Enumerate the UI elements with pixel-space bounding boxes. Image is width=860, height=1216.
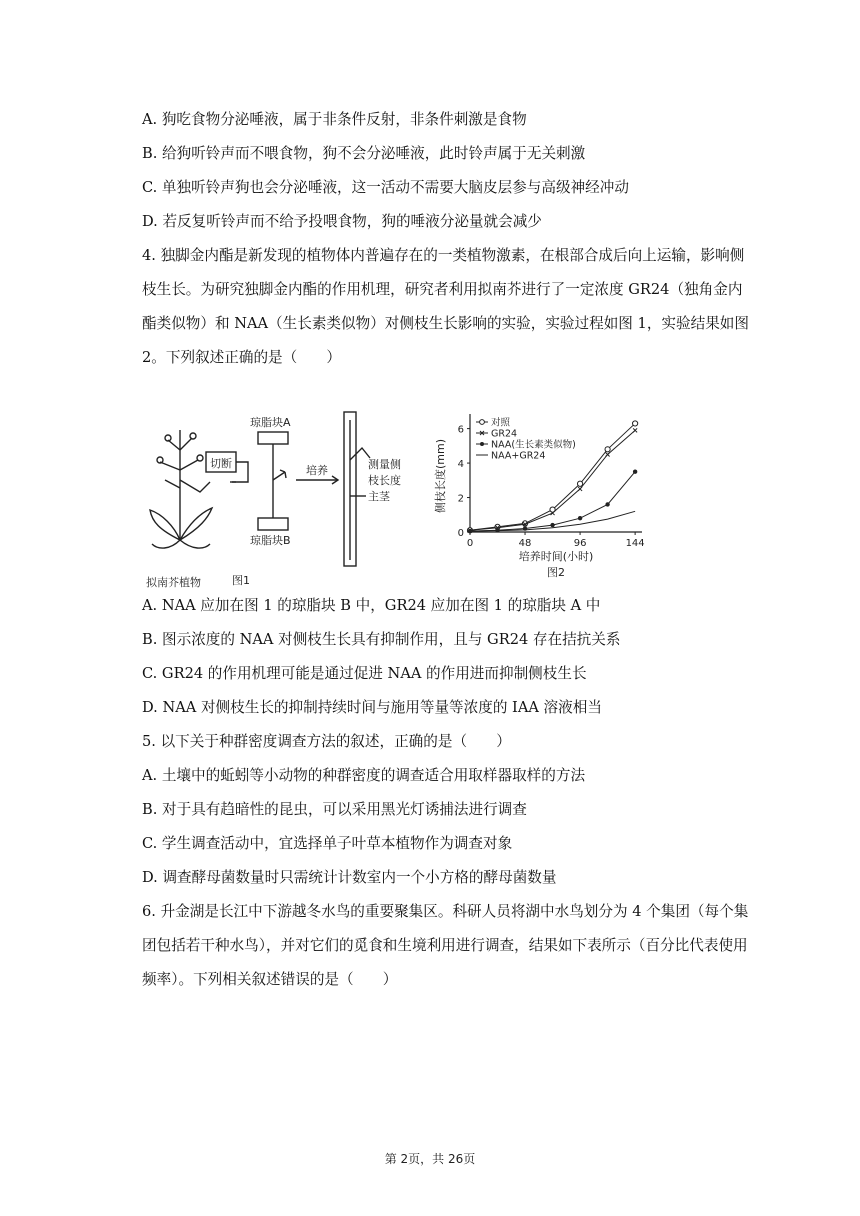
data-point xyxy=(605,447,610,452)
x-tick-label: 96 xyxy=(573,538,587,549)
legend-label: NAA+GR24 xyxy=(491,450,546,462)
q4-stem: 4. 独脚金内酯是新发现的植物体内普遍存在的一类植物激素，在根部合成后向上运输，影响侧枝生长。为研究独脚金内酯的作用机理，研究者利用拟南芥进行了一定浓度 GR24（独角金内酯类似物）和 NAA（生长素类似物）对侧枝生长影响的实验，实验过程如图 1，实验结果如图 2。下列叙述正确的是（ ） xyxy=(142,247,749,366)
data-point xyxy=(605,502,609,506)
stem-label: 主茎 xyxy=(368,490,390,503)
measure-label-1: 测量侧 xyxy=(368,458,401,471)
data-point xyxy=(606,452,610,456)
data-point xyxy=(633,421,638,426)
data-point xyxy=(578,487,582,491)
q5-stem: 5. 以下关于种群密度调查方法的叙述，正确的是（ ） xyxy=(142,733,511,750)
q5-option-c: C. 学生调查活动中，宜选择单子叶草本植物作为调查对象 xyxy=(142,835,513,852)
data-point xyxy=(578,516,582,520)
figure-1-caption: 图1 xyxy=(232,574,250,587)
x-tick-label: 0 xyxy=(466,538,474,549)
legend-marker xyxy=(480,442,484,446)
q4-option-d: D. NAA 对侧枝生长的抑制持续时间与施用等量等浓度的 IAA 溶液相当 xyxy=(142,699,602,716)
y-axis-label: 侧枝长度(mm) xyxy=(434,438,447,514)
y-tick-label: 4 xyxy=(457,459,464,471)
block-a-label: 琼脂块A xyxy=(250,416,291,429)
page-footer: 第 2页，共 26页 xyxy=(384,1152,476,1166)
measure-label-2: 枝长度 xyxy=(368,474,401,487)
x-tick-label: 144 xyxy=(625,538,645,549)
data-point xyxy=(633,428,637,432)
data-point xyxy=(550,523,554,527)
q5-option-a: A. 土壤中的蚯蚓等小动物的种群密度的调查适合用取样器取样的方法 xyxy=(142,767,586,784)
q3-option-d: D. 若反复听铃声而不给予投喂食物，狗的唾液分泌量就会减少 xyxy=(142,213,542,230)
legend-label: GR24 xyxy=(491,428,518,440)
q5-option-b: B. 对于具有趋暗性的昆虫，可以采用黑光灯诱捕法进行调查 xyxy=(142,801,527,818)
legend-label: NAA(生长素类似物) xyxy=(491,439,576,451)
culture-label: 培养 xyxy=(306,464,328,477)
q4-option-a: A. NAA 应加在图 1 的琼脂块 B 中，GR24 应加在图 1 的琼脂块 A 中 xyxy=(142,597,601,614)
y-tick-label: 6 xyxy=(457,424,464,436)
y-tick-label: 0 xyxy=(457,528,464,539)
figure-1-diagram xyxy=(140,410,440,590)
figure-2-chart xyxy=(430,404,660,580)
figure-2-caption: 图2 xyxy=(547,566,565,579)
q3-option-b: B. 给狗听铃声而不喂食物，狗不会分泌唾液，此时铃声属于无关刺激 xyxy=(142,145,586,162)
cut-label: 切断 xyxy=(210,457,232,470)
q3-option-c: C. 单独听铃声狗也会分泌唾液，这一活动不需要大脑皮层参与高级神经冲动 xyxy=(142,179,629,196)
series-line-2 xyxy=(470,472,635,531)
q3-option-a: A. 狗吃食物分泌唾液，属于非条件反射，非条件刺激是食物 xyxy=(142,111,527,128)
legend-marker xyxy=(480,420,485,425)
q6-stem: 6. 升金湖是长江中下游越冬水鸟的重要聚集区。科研人员将湖中水鸟划分为 4 个集团（每个集团包括若干种水鸟），并对它们的觅食和生境利用进行调查，结果如下表所示（百分比代表使用频率）。下列相关叙述错误的是（ ） xyxy=(142,903,749,988)
x-axis-label: 培养时间(小时) xyxy=(518,550,594,563)
data-point xyxy=(633,469,637,473)
x-tick-label: 48 xyxy=(518,538,532,549)
q4-option-b: B. 图示浓度的 NAA 对侧枝生长具有抑制作用，且与 GR24 存在拮抗关系 xyxy=(142,631,621,648)
q4-option-c: C. GR24 的作用机理可能是通过促进 NAA 的作用进而抑制侧枝生长 xyxy=(142,665,587,682)
y-tick-label: 2 xyxy=(457,493,464,505)
q5-option-d: D. 调查酵母菌数量时只需统计计数室内一个小方格的酵母菌数量 xyxy=(142,869,557,886)
data-point xyxy=(577,481,582,486)
plant-label: 拟南芥植物 xyxy=(146,576,201,589)
block-b-label: 琼脂块B xyxy=(250,534,291,547)
legend-label: 对照 xyxy=(491,417,511,429)
